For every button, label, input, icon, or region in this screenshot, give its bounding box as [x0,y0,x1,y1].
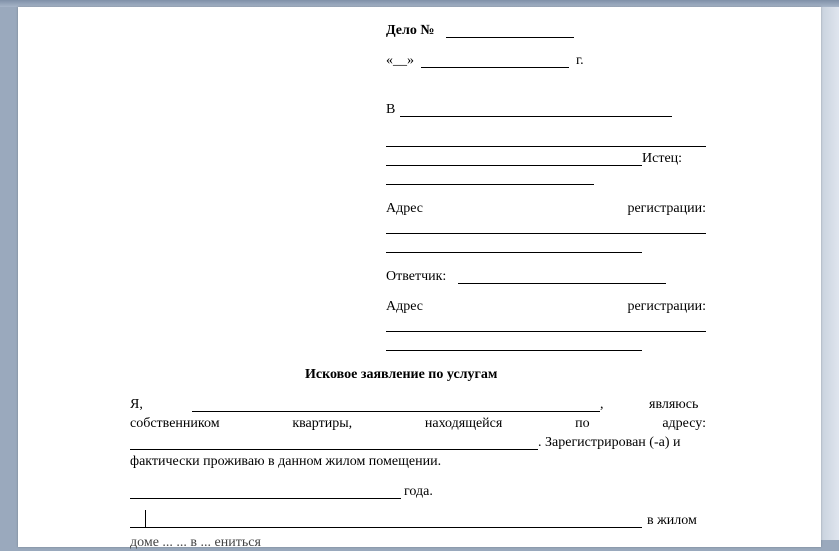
defendant-address-row [386,299,706,315]
court-name-blank[interactable] [400,116,672,117]
text-cursor [145,510,146,528]
defendant-address-blank-1[interactable] [386,331,706,332]
plaintiff-address-blank-1[interactable] [386,233,706,234]
body-line2 [130,416,706,432]
defendant-address-blank-2[interactable] [386,350,642,351]
case-number-blank[interactable] [446,37,574,38]
date-blank[interactable] [130,498,401,499]
document-title: Исковое заявление по услугам [305,367,498,382]
plaintiff-address-blank-2[interactable] [386,252,642,253]
defendant-blank[interactable] [458,283,666,284]
year-suffix: г. [576,53,584,68]
plaintiff-registration-label: регистрации: [627,201,706,216]
body-line2-word4: по [575,416,590,431]
date-month-blank[interactable] [421,67,569,68]
body-line2-word5: адресу: [662,416,706,431]
applicant-name-blank[interactable] [192,411,600,412]
defendant-address-label: Адрес [386,299,424,314]
document-right-gutter [821,7,839,540]
plaintiff-label: Истец: [642,151,683,166]
plaintiff-blank-3[interactable] [386,184,594,185]
date-day-blank: «__» [386,53,414,68]
plaintiff-address-label: Адрес [386,201,424,216]
body-line2-word2: квартиры, [292,416,353,431]
plaintiff-blank-1[interactable] [386,146,706,147]
property-address-blank[interactable] [130,449,538,450]
body-line1-comma: , [600,397,604,412]
body-line1-end: являюсь [649,397,699,412]
body-line1-start: Я, [130,397,143,412]
body-line2-word1: собственником [130,416,220,431]
court-prefix: В [386,102,396,117]
body-line5-end: года. [404,484,433,499]
body-line4: фактически проживаю в данном жилом помещении. [130,454,442,469]
body-line6-end: в жилом [647,513,697,528]
body-line2-word3: находящейся [424,416,503,431]
case-number-label: Дело № [386,23,435,38]
document-page[interactable] [18,7,821,550]
body-line3-end: . Зарегистрирован (-а) и [538,435,681,450]
plaintiff-address-row [386,201,706,217]
defendant-registration-label: регистрации: [627,299,706,314]
event-description-blank[interactable] [130,527,642,528]
defendant-label: Ответчик: [386,269,447,284]
window-top-frame [0,0,839,7]
plaintiff-blank-2[interactable] [386,165,642,166]
body-line7-partial: доме ... ... в ... ениться [130,535,261,550]
